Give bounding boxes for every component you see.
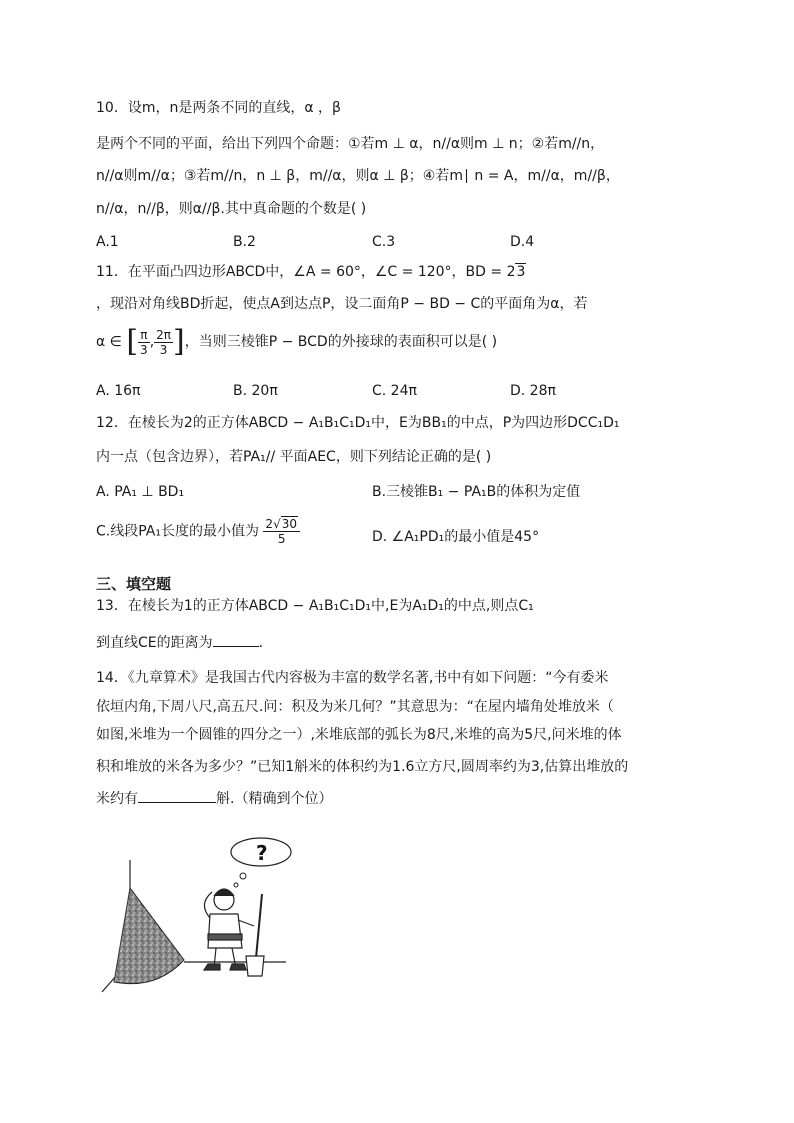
rice-pile-figure [96, 830, 296, 1000]
q11-line-1 [96, 262, 526, 282]
q13-period: . [258, 635, 264, 651]
right-bracket: ] [173, 324, 185, 359]
q10-line-1: 10．设m，n是两条不同的直线，α ，β [96, 100, 341, 116]
q11-option-b: B. 20π [233, 383, 278, 399]
q11-option-a: A. 16π [96, 383, 141, 399]
q13-answer-blank[interactable] [213, 632, 259, 647]
q11-option-d: D. 28π [510, 383, 556, 399]
q12-line-2: 内一点（包含边界），若PA₁// 平面AEC，则下列结论正确的是( ) [96, 449, 492, 465]
q10-line-2: 是两个不同的平面，给出下列四个命题：①若m ⊥ α，n//α则m ⊥ n；②若m//n， [96, 136, 605, 152]
q14-answer-blank[interactable] [138, 788, 216, 803]
q10-option-b: B.2 [233, 234, 256, 250]
q14-line-1: 14．《九章算术》是我国古代内容极为丰富的数学名著,书中有如下问题：“今有委米 [96, 670, 609, 686]
q12-option-c [96, 517, 300, 546]
q12-option-d: D. ∠A₁PD₁的最小值是45° [372, 529, 540, 545]
q10-line-4: n//α，n//β，则α//β.其中真命题的个数是( ) [96, 201, 367, 217]
q14-line-5 [96, 788, 332, 809]
q12-option-c-text: C.线段PA₁长度的最小值为 [96, 523, 259, 540]
question-mark-icon: ? [256, 841, 268, 865]
q11-line-3: α ∈ [ $\frac{\pi}{3}$ , $\frac{2\pi}{3}$ ]，当则三棱锥P − BCD的外接球的表面积可以是( ) [96, 324, 498, 359]
q11-sqrt-radicand: 3 [516, 264, 526, 280]
section-heading-fill-in: 三、填空题 [96, 575, 172, 593]
q10-option-a: A.1 [96, 234, 119, 250]
rice-pile-cone [114, 888, 184, 984]
q14-line-3: 如图,米堆为一个圆锥的四分之一）,米堆底部的弧长为8尺,米堆的高为5尺,问米堆的体 [96, 727, 622, 743]
q14-line-5-text: 米约有 [96, 791, 138, 807]
q14-line-5-tail: 斛.（精确到个位） [216, 791, 333, 807]
q11-line-1-text: 11．在平面凸四边形ABCD中，∠A = 60°，∠C = 120°，BD = 2 [96, 264, 516, 280]
thought-dot [240, 873, 246, 879]
q13-line-2 [96, 632, 263, 653]
q13-line-1: 13．在棱长为1的正方体ABCD − A₁B₁C₁D₁中,E为A₁D₁的中点,则点C₁ [96, 598, 534, 614]
q11-line-2: ，现沿对角线BD折起，使点A到达点P，设二面角P − BD − C的平面角为α，若 [96, 296, 588, 312]
fraction-2pi-over-3: $\frac{2\pi}{3}$ [156, 327, 171, 357]
q12-option-a: A. PA₁ ⊥ BD₁ [96, 484, 185, 500]
worker-figure [204, 889, 264, 976]
q10-option-c: C.3 [372, 234, 396, 250]
q10-line-3: n//α则m//α；③若m//n，n ⊥ β，m//α，则α ⊥ β；④若m∣ n = A，m//α，m//β， [96, 168, 620, 184]
fraction-2sqrt30-over-5: $\frac{2√30}{5}$ [263, 517, 300, 546]
q11-alpha-in: α ∈ [96, 334, 122, 350]
q11-option-c: C. 24π [372, 383, 417, 399]
q11-line-3-text: ，当则三棱锥P − BCD的外接球的表面积可以是( ) [184, 334, 498, 350]
q10-option-d: D.4 [510, 234, 535, 250]
q13-line-2-text: 到直线CE的距离为 [96, 635, 213, 651]
thought-dot-small [234, 883, 238, 887]
q14-line-4: 积和堆放的米各为多少？”已知1斛米的体积约为1.6立方尺,圆周率约为3,估算出堆放的 [96, 759, 629, 775]
fraction-pi-over-3: $\frac{\pi}{3}$ [140, 327, 148, 357]
q12-option-b: B.三棱锥B₁ − PA₁B的体积为定值 [372, 484, 581, 500]
q12-line-1: 12．在棱长为2的正方体ABCD − A₁B₁C₁D₁中，E为BB₁的中点，P为四边形DCC₁D₁ [96, 415, 620, 431]
q14-line-2: 依垣内角,下周八尺,高五尺.问：积及为米几何？”其意思为：“在屋内墙角处堆放米（ [96, 699, 614, 715]
left-bracket: [ [126, 324, 139, 359]
